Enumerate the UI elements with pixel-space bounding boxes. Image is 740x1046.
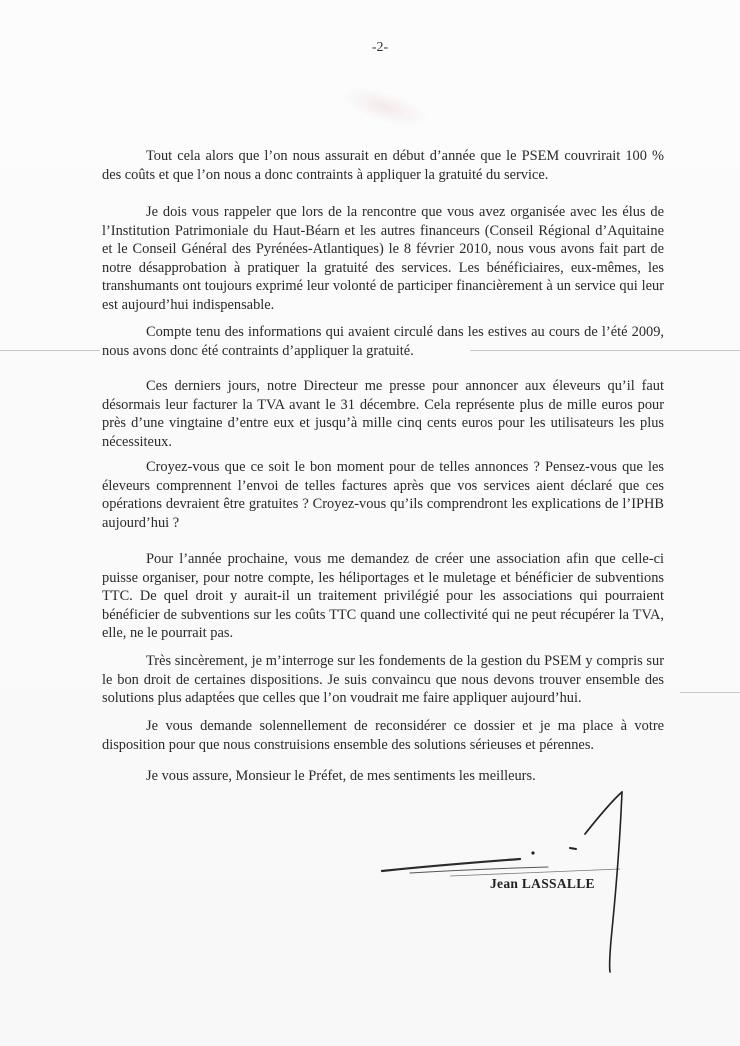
paragraph-1: Tout cela alors que l’on nous assurait en début d’année que le PSEM couvrirait 100 % des coûts et que l’on nous a donc contraints à appliquer la gratuité du service. [102, 148, 664, 183]
closing-sentence: Je vous assure, Monsieur le Préfet, de mes sentiments les meilleurs. [146, 768, 536, 784]
paragraph-4: Ces derniers jours, notre Directeur me presse pour annoncer aux éleveurs qu’il faut désormais leur facturer la TVA avant le 31 décembre. Cela représente plus de mille euros pour près d’une vingtaine d’entre eux et jusqu’à mille cinq cents euros pour les utilisateurs les plus nécessiteux. [102, 378, 664, 450]
paragraph-2: Je dois vous rappeler que lors de la rencontre que vous avez organisée avec les élus de l’Institution Patrimoniale du Haut-Béarn et les autres financeurs (Conseil Régional d’Aquitaine et le Conseil Général des Pyrénées-Atlantiques) le 8 février 2010, nous vous avons fait part de notre désapprobation à pratiquer la gratuité des services. Les bénéficiaires, eux-mêmes, les transhumants ont toujours exprimé leur volonté de participer financièrement à un service qui leur est aujourd’hui indispensable. [102, 204, 664, 313]
signatory-name: Jean LASSALLE [490, 876, 595, 891]
faint-stamp-mark [338, 79, 433, 135]
page-number: -2- [371, 40, 389, 55]
paragraph-7: Très sincèrement, je m’interroge sur les fondements de la gestion du PSEM y compris sur le bon droit de certaines dispositions. Je suis convaincu que nous devons trouver ensemble des solutions plus adaptées que celles que l’on voudrait me faire appliquer aujourd’hui. [102, 653, 664, 706]
scan-artifact-line [0, 350, 100, 351]
paragraph-5: Croyez-vous que ce soit le bon moment pour de telles annonces ? Pensez-vous que les éleveurs comprennent l’envoi de telles factures après que vos services aient déclaré que ces opérations devraient être gratuites ? Croyez-vous qu’ils comprendront les explications de l’IPHB aujourd’hui ? [102, 459, 664, 531]
paragraph-6: Pour l’année prochaine, vous me demandez de créer une association afin que celle-ci puisse organiser, pour notre compte, les héliportages et le muletage et bénéficier de subventions TTC. De quel droit y aurait-il un traitement privilégié pour les associations qui pourraient bénéficier de subventions sur les coûts TTC quand une collectivité qui ne peut récupérer la TVA, elle, ne le pourrait pas. [102, 551, 664, 641]
paragraph-8: Je vous demande solennellement de reconsidérer ce dossier et je ma place à votre disposition pour que nous construisions ensemble des solutions sérieuses et pérennes. [102, 718, 664, 753]
scan-artifact-line [680, 692, 740, 693]
paragraph-3: Compte tenu des informations qui avaient circulé dans les estives au cours de l’été 2009, nous avons donc été contraints d’appliquer la gratuité. [102, 324, 664, 359]
